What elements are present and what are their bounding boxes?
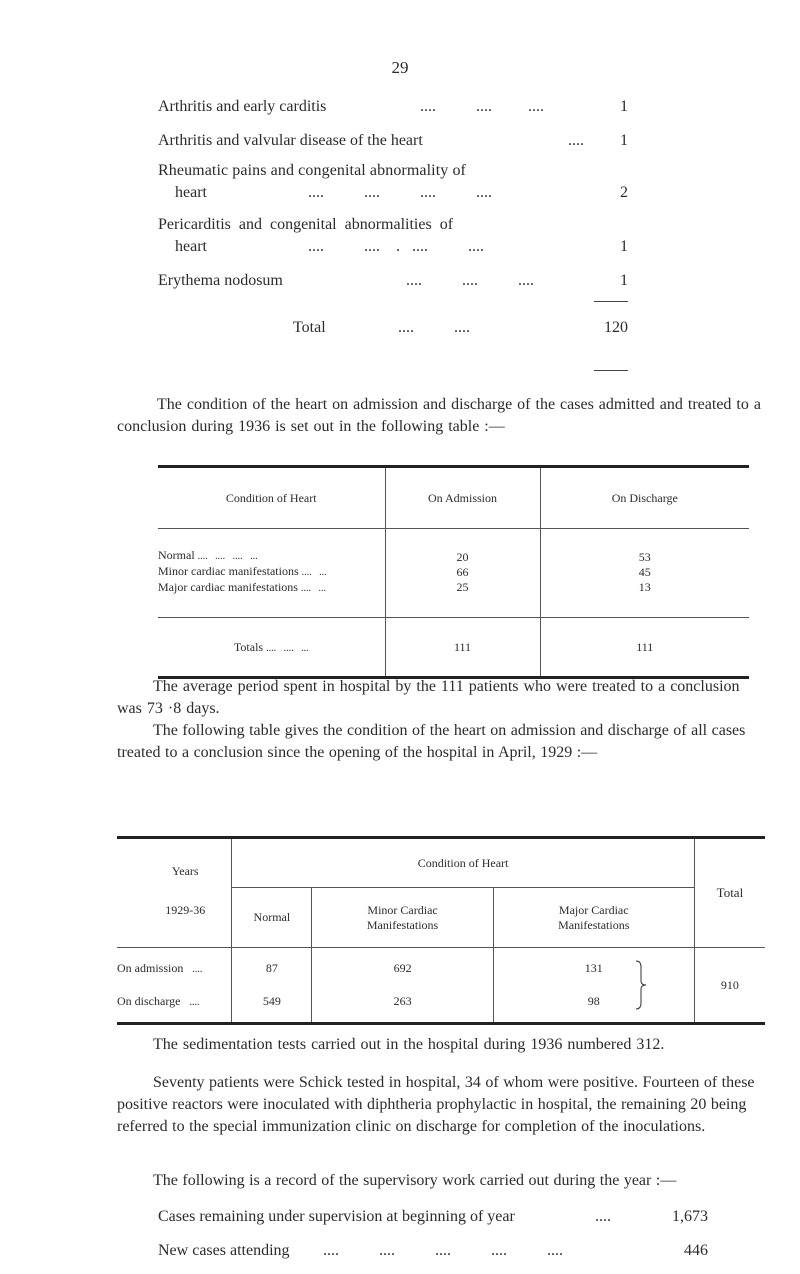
table-cell: 25 [456, 579, 469, 594]
table-cell: 111 [540, 618, 749, 678]
column-header: Major Cardiac Manifestations [493, 888, 694, 948]
leader-dots: .... .... .... .... .... [323, 1242, 563, 1259]
leader-dots: .... [189, 997, 200, 1008]
page-number: 29 [391, 58, 409, 77]
diagnosis-list [158, 96, 628, 336]
list-item-label: Arthritis and early carditis [158, 98, 327, 115]
list-item-label: Erythema nodosum [158, 272, 283, 289]
list-item [158, 270, 628, 292]
leader-dots: .... [595, 1208, 611, 1225]
table-cell: 98 [587, 994, 600, 1008]
leader-dots: .... .... . .... .... [308, 238, 484, 255]
column-header: Condition of Heart [158, 467, 385, 529]
divider [594, 301, 628, 302]
list-item-label-continued: heart [175, 238, 207, 255]
table-header-row [158, 467, 749, 529]
table-header-row [117, 838, 765, 888]
paragraph-sedimentation: The sedimentation tests carried out in the hospital during 1936 numbered 312. [153, 1036, 665, 1053]
table-cell: 13 [638, 579, 651, 594]
heart-condition-table-1929-36 [117, 836, 765, 1025]
list-item-value: 1 [620, 98, 628, 115]
table-cell: 66 [456, 564, 469, 579]
table-cell: 45 [638, 564, 651, 579]
column-header-total: Total [694, 838, 765, 948]
list-item-value: 1,673 [672, 1208, 708, 1225]
list-item-value: 1 [620, 272, 628, 289]
paragraph-since-opening: The following table gives the condition of the heart on admission and discharge of all cases treated to a conclusion since the opening of the hospital in April, 1929 :— [117, 722, 746, 761]
leader-dots: .... .... .... [420, 98, 544, 115]
column-group-header: Condition of Heart [232, 838, 695, 888]
leader-dots: .... .... .... .... [308, 184, 492, 201]
paragraph-average-period: The average period spent in hospital by the 111 patients who were treated to a conclusion was 73 ·8 days. [117, 678, 740, 717]
table-row-label: On admission .... [117, 961, 203, 975]
list-item-label: Cases remaining under supervision at beginning of year [158, 1208, 515, 1225]
leader-dots: .... ... [300, 583, 326, 594]
list-item-label: New cases attending [158, 1242, 290, 1259]
list-item-value: 1 [620, 132, 628, 149]
table-cell: 53 [638, 549, 651, 564]
leader-dots: .... .... .... ... [197, 551, 258, 562]
table-row-label: On discharge .... [117, 994, 200, 1008]
list-item [158, 160, 628, 204]
years-label: Years [171, 864, 199, 878]
leader-dots: .... ... [301, 567, 327, 578]
table-cell-total: 910 [694, 948, 765, 1024]
brace-icon [634, 959, 648, 1011]
total-label: Total [293, 319, 326, 336]
heart-condition-table-1936 [158, 465, 749, 679]
leader-dots: .... [568, 132, 584, 149]
table-body [158, 529, 749, 618]
table-cell: 263 [393, 994, 412, 1008]
list-item-value: 2 [620, 184, 628, 201]
paragraph-supervisory-work: The following is a record of the supervisory work carried out during the year :— [153, 1172, 677, 1189]
list-item-value: 1 [620, 238, 628, 255]
table-row-label: Minor cardiac manifestations .... ... [158, 564, 327, 578]
column-header: On Admission [385, 467, 540, 529]
leader-dots: .... .... ... [266, 642, 309, 654]
list-item [158, 214, 628, 258]
list-item-label: Pericarditis and congenital abnormalities of [158, 216, 454, 233]
leader-dots: .... .... [398, 319, 470, 336]
table-cell: 131 [584, 961, 603, 975]
column-header: On Discharge [540, 467, 749, 529]
divider [594, 370, 628, 371]
table-cell: 549 [262, 994, 281, 1008]
years-value: 1929-36 [165, 903, 206, 917]
list-item [158, 130, 628, 152]
list-item-label: Rheumatic pains and congenital abnormality of [158, 162, 466, 179]
list-item [158, 1240, 708, 1262]
paragraph-heart-condition: The condition of the heart on admission and discharge of the cases admitted and treated to a conclusion during 1936 is set out in the following table :— [117, 396, 761, 435]
list-item-label-continued: heart [175, 184, 207, 201]
list-item-label: Arthritis and valvular disease of the heart [158, 132, 423, 149]
table-cell: 87 [265, 961, 278, 975]
leader-dots: .... .... .... [406, 272, 534, 289]
table-body [117, 948, 765, 1024]
list-item-value: 446 [684, 1242, 708, 1259]
table-row-label: Major cardiac manifestations .... ... [158, 580, 326, 594]
column-header: Normal [232, 888, 312, 948]
list-item [158, 1206, 708, 1228]
leader-dots: .... [192, 964, 203, 975]
table-row-label: Normal .... .... .... ... [158, 548, 258, 562]
table-totals-row [158, 618, 749, 678]
list-item [158, 96, 628, 118]
table-cell: 111 [385, 618, 540, 678]
table-cell: 20 [456, 549, 469, 564]
total-value: 120 [604, 319, 628, 336]
totals-label: Totals [233, 639, 264, 654]
table-cell: 692 [393, 961, 412, 975]
paragraph-schick-tests: Seventy patients were Schick tested in hospital, 34 of whom were positive. Fourteen of these positive reactors were inoculated with diphtheria prophylactic in hospital, the remaining 20 being referred to the special immunization clinic on discharge for completion of the inoculations. [117, 1074, 755, 1135]
column-header: Minor Cardiac Manifestations [312, 888, 493, 948]
